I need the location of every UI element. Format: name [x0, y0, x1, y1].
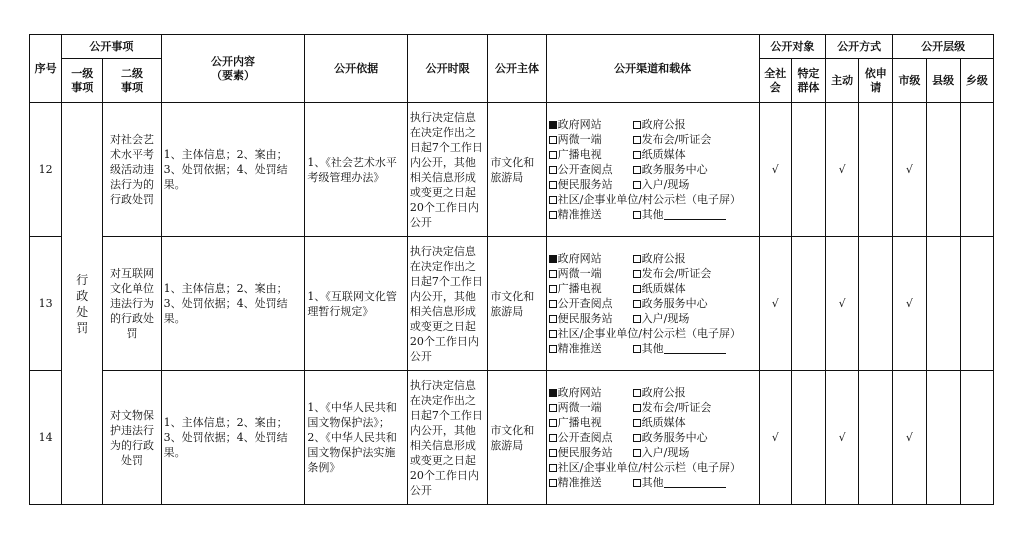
channel-option[interactable] — [549, 192, 743, 207]
header-method-active: 主动 — [826, 59, 859, 103]
channel-label: 其他 — [641, 342, 664, 355]
channel-list — [549, 251, 757, 356]
checkbox-icon — [633, 166, 641, 174]
channel-option[interactable] — [633, 445, 743, 460]
channel-option[interactable] — [549, 460, 743, 475]
header-method-request: 依申 请 — [859, 59, 893, 103]
channel-label: 发布会/听证会 — [641, 133, 712, 146]
channel-option[interactable] — [549, 311, 633, 326]
channel-option[interactable] — [549, 281, 633, 296]
channel-label: 政务服务中心 — [641, 163, 708, 176]
checkbox-icon — [633, 434, 641, 442]
method-active-cell: √ — [826, 103, 859, 237]
checkbox-icon — [633, 181, 641, 189]
table-body — [30, 103, 994, 505]
audience-public-cell: √ — [759, 103, 791, 237]
table-row — [30, 237, 994, 371]
disclosure-content: 1、主体信息；2、案由；3、处罚依据；4、处罚结果。 — [161, 237, 305, 371]
disclosure-channels — [546, 371, 759, 505]
header-content-sub: （要素） — [211, 68, 256, 82]
level2-matter: 对社会艺术水平考级活动违法行为的行政处罚 — [103, 103, 161, 237]
channel-label: 其他 — [641, 208, 664, 221]
checkbox-icon — [549, 151, 557, 159]
disclosure-basis: 1、《互联网文化管理暂行规定》 — [305, 237, 408, 371]
tier-township-cell — [960, 103, 993, 237]
channel-option[interactable] — [549, 341, 633, 356]
channel-label: 便民服务站 — [557, 178, 613, 191]
channel-label: 纸质媒体 — [641, 148, 686, 161]
table-row — [30, 371, 994, 505]
channel-option[interactable] — [633, 266, 743, 281]
channel-option[interactable] — [633, 385, 743, 400]
channel-label: 社区/企事业单位/村公示栏（电子屏） — [557, 461, 742, 474]
checkbox-icon — [633, 255, 641, 263]
channel-label: 精准推送 — [557, 476, 602, 489]
disclosure-content: 1、主体信息；2、案由；3、处罚依据；4、处罚结果。 — [161, 103, 305, 237]
checkbox-icon — [549, 449, 557, 457]
channel-option[interactable] — [633, 415, 743, 430]
channel-label: 入户/现场 — [641, 446, 690, 459]
checkbox-icon — [633, 270, 641, 278]
header-time-limit: 公开时限 — [407, 35, 487, 103]
level2-matter: 对互联网文化单位违法行为的行政处罚 — [103, 237, 161, 371]
checkbox-icon — [549, 315, 557, 323]
tier-county-cell — [926, 237, 960, 371]
channel-label: 入户/现场 — [641, 312, 690, 325]
channel-option[interactable] — [633, 475, 743, 490]
checkbox-icon — [633, 404, 641, 412]
row-seq: 14 — [30, 371, 62, 505]
disclosure-channels — [546, 103, 759, 237]
disclosure-table — [29, 34, 994, 505]
checkbox-icon — [549, 136, 557, 144]
channel-list — [549, 117, 757, 222]
disclosure-channels — [546, 237, 759, 371]
audience-specific-cell — [791, 237, 825, 371]
channel-option[interactable] — [549, 400, 633, 415]
header-tier-township: 乡级 — [960, 59, 993, 103]
channel-label: 广播电视 — [557, 416, 602, 429]
tier-city-cell: √ — [893, 103, 926, 237]
channel-label: 精准推送 — [557, 342, 602, 355]
channel-label: 政府网站 — [557, 118, 602, 131]
channel-label: 社区/企事业单位/村公示栏（电子屏） — [557, 327, 742, 340]
header-subject: 公开主体 — [488, 35, 546, 103]
channel-option[interactable] — [633, 147, 743, 162]
disclosure-basis: 1、《中华人民共和国文物保护法》；2、《中华人民共和国文物保护法实施条例》 — [305, 371, 408, 505]
channel-label: 入户/现场 — [641, 178, 690, 191]
checkbox-icon — [633, 211, 641, 219]
checkbox-icon — [549, 300, 557, 308]
checkbox-icon — [549, 345, 557, 353]
channel-option[interactable] — [633, 311, 743, 326]
checkbox-icon — [549, 389, 557, 397]
channel-option[interactable] — [633, 430, 743, 445]
method-active-cell: √ — [826, 237, 859, 371]
channel-label: 社区/企事业单位/村公示栏（电子屏） — [557, 193, 742, 206]
tier-county-cell — [926, 103, 960, 237]
disclosure-subject: 市文化和旅游局 — [488, 237, 546, 371]
header-channels: 公开渠道和载体 — [546, 35, 759, 103]
method-active-cell: √ — [826, 371, 859, 505]
checkbox-icon — [633, 479, 641, 487]
channel-label: 政府网站 — [557, 386, 602, 399]
disclosure-content: 1、主体信息；2、案由；3、处罚依据；4、处罚结果。 — [161, 371, 305, 505]
checkbox-icon — [549, 434, 557, 442]
checkbox-icon — [549, 404, 557, 412]
channel-label: 纸质媒体 — [641, 282, 686, 295]
channel-label: 纸质媒体 — [641, 416, 686, 429]
table-row — [30, 103, 994, 237]
disclosure-time-limit: 执行决定信息在决定作出之日起7个工作日内公开，其他相关信息形成或变更之日起20个工作日内公开 — [407, 103, 487, 237]
disclosure-time-limit: 执行决定信息在决定作出之日起7个工作日内公开，其他相关信息形成或变更之日起20个工作日内公开 — [407, 371, 487, 505]
level1-matter — [62, 103, 103, 505]
checkbox-icon — [549, 255, 557, 263]
channel-label: 广播电视 — [557, 282, 602, 295]
header-basis: 公开依据 — [305, 35, 408, 103]
channel-label: 发布会/听证会 — [641, 267, 712, 280]
checkbox-icon — [633, 300, 641, 308]
disclosure-subject: 市文化和旅游局 — [488, 371, 546, 505]
header-level2: 二级 事项 — [103, 59, 161, 103]
channel-option[interactable] — [549, 251, 633, 266]
channel-label: 两微一端 — [557, 401, 602, 414]
checkbox-icon — [549, 479, 557, 487]
channel-option[interactable] — [633, 162, 743, 177]
checkbox-icon — [549, 285, 557, 293]
method-request-cell — [859, 237, 893, 371]
disclosure-basis: 1、《社会艺术水平考级管理办法》 — [305, 103, 408, 237]
other-blank — [664, 209, 726, 220]
channel-option[interactable] — [549, 162, 633, 177]
channel-option[interactable] — [549, 132, 633, 147]
other-blank — [664, 477, 726, 488]
channel-label: 公开查阅点 — [557, 431, 613, 444]
channel-option[interactable] — [633, 207, 743, 222]
channel-option[interactable] — [633, 117, 743, 132]
checkbox-icon — [633, 315, 641, 323]
channel-option[interactable] — [633, 296, 743, 311]
channel-option[interactable] — [633, 341, 743, 356]
other-blank — [664, 343, 726, 354]
checkbox-icon — [549, 330, 557, 338]
channel-label: 其他 — [641, 476, 664, 489]
tier-township-cell — [960, 237, 993, 371]
tier-city-cell: √ — [893, 237, 926, 371]
channel-option[interactable] — [549, 296, 633, 311]
channel-option[interactable] — [549, 415, 633, 430]
channel-label: 政府公报 — [641, 118, 686, 131]
tier-township-cell — [960, 371, 993, 505]
row-seq: 13 — [30, 237, 62, 371]
channel-option[interactable] — [549, 430, 633, 445]
header-audience-public: 全社 会 — [759, 59, 791, 103]
channel-label: 公开查阅点 — [557, 297, 613, 310]
checkbox-icon — [633, 121, 641, 129]
channel-list — [549, 385, 757, 490]
channel-option[interactable] — [549, 147, 633, 162]
channel-option[interactable] — [549, 326, 743, 341]
channel-option[interactable] — [549, 117, 633, 132]
header-audience: 公开对象 — [759, 35, 825, 59]
channel-option[interactable] — [633, 177, 743, 192]
checkbox-icon — [549, 270, 557, 278]
channel-option[interactable] — [549, 445, 633, 460]
header-content — [161, 35, 305, 103]
checkbox-icon — [549, 196, 557, 204]
channel-label: 广播电视 — [557, 148, 602, 161]
channel-label: 发布会/听证会 — [641, 401, 712, 414]
checkbox-icon — [549, 121, 557, 129]
channel-label: 精准推送 — [557, 208, 602, 221]
channel-option[interactable] — [549, 207, 633, 222]
checkbox-icon — [633, 151, 641, 159]
checkbox-icon — [633, 389, 641, 397]
audience-public-cell: √ — [759, 371, 791, 505]
channel-option[interactable] — [633, 132, 743, 147]
level2-matter: 对文物保护违法行为的行政处罚 — [103, 371, 161, 505]
method-request-cell — [859, 103, 893, 237]
header-tier: 公开层级 — [893, 35, 994, 59]
audience-specific-cell — [791, 371, 825, 505]
level1-matter-text: 行政处罚 — [76, 272, 89, 335]
channel-option[interactable] — [549, 475, 633, 490]
checkbox-icon — [633, 285, 641, 293]
channel-label: 政务服务中心 — [641, 431, 708, 444]
channel-option[interactable] — [633, 400, 743, 415]
channel-option[interactable] — [549, 177, 633, 192]
checkbox-icon — [549, 181, 557, 189]
header-tier-county: 县级 — [926, 59, 960, 103]
channel-option[interactable] — [633, 251, 743, 266]
channel-option[interactable] — [549, 266, 633, 281]
header-matter: 公开事项 — [62, 35, 162, 59]
tier-county-cell — [926, 371, 960, 505]
channel-option[interactable] — [633, 281, 743, 296]
disclosure-time-limit: 执行决定信息在决定作出之日起7个工作日内公开，其他相关信息形成或变更之日起20个工作日内公开 — [407, 237, 487, 371]
channel-label: 政务服务中心 — [641, 297, 708, 310]
audience-specific-cell — [791, 103, 825, 237]
header-seq: 序号 — [30, 35, 62, 103]
table-header — [30, 35, 994, 103]
checkbox-icon — [549, 464, 557, 472]
checkbox-icon — [633, 136, 641, 144]
header-method: 公开方式 — [826, 35, 893, 59]
checkbox-icon — [633, 419, 641, 427]
audience-public-cell: √ — [759, 237, 791, 371]
checkbox-icon — [549, 419, 557, 427]
checkbox-icon — [549, 166, 557, 174]
channel-label: 便民服务站 — [557, 446, 613, 459]
header-audience-specific: 特定 群体 — [791, 59, 825, 103]
channel-label: 公开查阅点 — [557, 163, 613, 176]
checkbox-icon — [633, 449, 641, 457]
channel-option[interactable] — [549, 385, 633, 400]
header-level1: 一级 事项 — [62, 59, 103, 103]
checkbox-icon — [633, 345, 641, 353]
row-seq: 12 — [30, 103, 62, 237]
method-request-cell — [859, 371, 893, 505]
channel-label: 政府公报 — [641, 252, 686, 265]
checkbox-icon — [549, 211, 557, 219]
channel-label: 政府网站 — [557, 252, 602, 265]
channel-label: 两微一端 — [557, 267, 602, 280]
channel-label: 两微一端 — [557, 133, 602, 146]
disclosure-subject: 市文化和旅游局 — [488, 103, 546, 237]
tier-city-cell: √ — [893, 371, 926, 505]
header-tier-city: 市级 — [893, 59, 926, 103]
header-content-title: 公开内容 — [211, 54, 256, 68]
channel-label: 便民服务站 — [557, 312, 613, 325]
channel-label: 政府公报 — [641, 386, 686, 399]
